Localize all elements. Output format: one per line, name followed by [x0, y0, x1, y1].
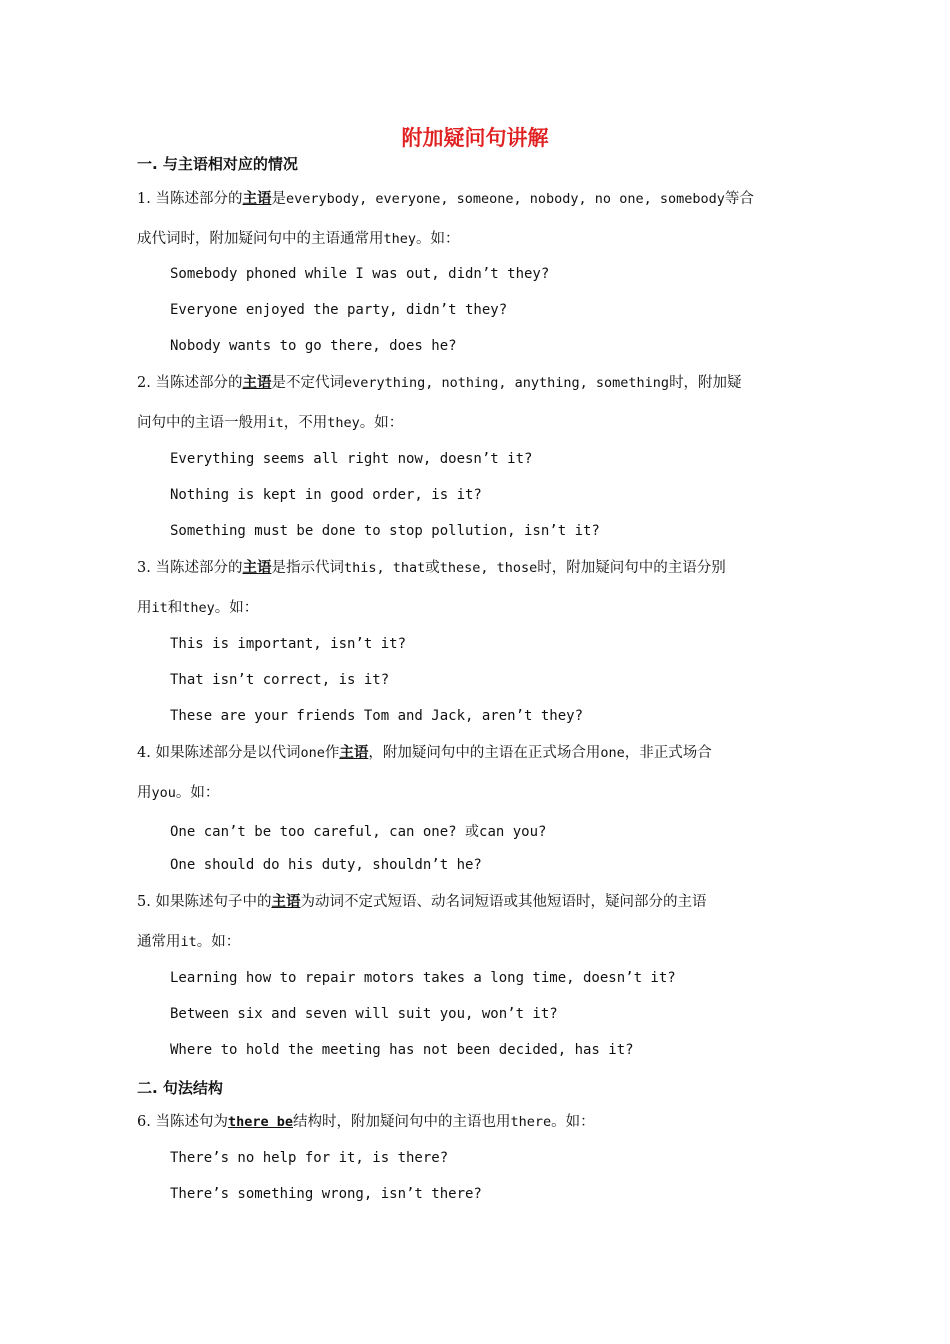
item-text: 。如：	[196, 934, 241, 950]
item-text: 时，附加疑问句中的主语分别	[537, 560, 726, 576]
item-text: they	[182, 600, 215, 616]
example-sentence: Learning how to repair motors takes a long time, doesn’t it?	[170, 970, 676, 986]
example-sentence	[170, 821, 546, 841]
example-sentence: That isn’t correct, is it?	[170, 672, 390, 688]
item-text: 作	[324, 745, 340, 761]
example-sentence: One should do his duty, shouldn’t he?	[170, 857, 482, 873]
example-sentence: Nothing is kept in good order, is it?	[170, 487, 482, 503]
keyword-subject: 主语	[242, 559, 272, 576]
item-text: 。如：	[214, 600, 259, 616]
item-text: 用	[137, 600, 152, 616]
example-sentence: There’s no help for it, is there?	[170, 1150, 449, 1166]
keyword-subject: 主语	[242, 190, 272, 207]
item-text: 。如：	[175, 785, 220, 801]
item-text: it	[180, 934, 197, 950]
keyword-subject: 主语	[271, 893, 301, 910]
paragraph-item-1	[137, 178, 817, 260]
paragraph-item-5	[137, 881, 817, 963]
item-text: 。如：	[359, 415, 404, 431]
item-text: everything, nothing, anything, something	[343, 375, 670, 391]
example-sentence: This is important, isn’t it?	[170, 636, 407, 652]
item-text: 。如：	[416, 231, 460, 247]
keyword-there-be: there be	[227, 1114, 293, 1130]
keyword-subject: 主语	[339, 744, 369, 761]
item-text: 1. 当陈述部分的	[137, 191, 243, 207]
item-text: 问句中的主语一般用	[137, 415, 268, 431]
example-sentence: Something must be done to stop pollution, isn’t it?	[170, 523, 600, 539]
paragraph-item-6	[137, 1102, 817, 1143]
item-text: there	[510, 1114, 552, 1130]
example-sentence: Somebody phoned while I was out, didn’t they?	[170, 266, 550, 282]
example-sentence: Nobody wants to go there, does he?	[170, 338, 457, 354]
item-text: they	[327, 415, 360, 431]
item-text: one	[600, 745, 625, 761]
item-text: 5. 如果陈述句子中的	[137, 894, 272, 910]
item-text: this, that	[343, 560, 426, 576]
item-text: ，非正式场合	[624, 745, 712, 761]
example-sentence: There’s something wrong, isn’t there?	[170, 1186, 482, 1202]
example-text: can you?	[479, 824, 547, 840]
example-sentence: These are your friends Tom and Jack, aren’t they?	[170, 708, 584, 724]
section-heading-1: 一. 与主语相对应的情况	[137, 155, 298, 173]
item-text: 是指示代词	[271, 560, 344, 576]
item-text: 或	[425, 560, 440, 576]
paragraph-item-4	[137, 732, 817, 814]
item-text: these, those	[439, 560, 538, 576]
item-text: 通常用	[137, 934, 181, 950]
page-title: 附加疑问句讲解	[401, 126, 549, 150]
example-sentence: Between six and seven will suit you, won’t it?	[170, 1006, 558, 1022]
item-text: it	[151, 600, 168, 616]
item-text: 6. 当陈述句为	[137, 1114, 228, 1130]
item-text: it	[267, 415, 284, 431]
item-text: one	[300, 745, 325, 761]
example-sentence: Everyone enjoyed the party, didn’t they?	[170, 302, 508, 318]
example-sentence: Where to hold the meeting has not been decided, has it?	[170, 1042, 634, 1058]
section-heading-2: 二. 句法结构	[137, 1079, 223, 1097]
keyword-subject: 主语	[242, 374, 272, 391]
item-text: ，附加疑问句中的主语在正式场合用	[368, 745, 601, 761]
item-text: 为动词不定式短语、动名词短语或其他短语时，疑问部分的主语	[300, 894, 707, 910]
example-text: 或	[465, 824, 480, 840]
item-text: 。如：	[551, 1114, 595, 1130]
item-text: 和	[167, 600, 183, 616]
example-text: One can’t be too careful, can one?	[170, 824, 457, 840]
example-sentence: Everything seems all right now, doesn’t it?	[170, 451, 533, 467]
item-text: 是不定代词	[271, 375, 344, 391]
item-text: 是	[271, 191, 286, 207]
item-text: 用	[137, 785, 152, 801]
item-text: you	[151, 785, 176, 801]
item-text: 成代词时，附加疑问句中的主语通常用	[137, 231, 384, 247]
item-text: 时，附加疑	[669, 375, 742, 391]
paragraph-item-3	[137, 547, 817, 629]
item-text: they	[383, 231, 417, 247]
item-text: everybody, everyone, someone, nobody, no one, somebody	[285, 191, 725, 207]
item-text: 等合	[724, 191, 754, 207]
item-text: ，不用	[283, 415, 328, 431]
item-text: 4. 如果陈述部分是以代词	[137, 745, 301, 761]
item-text: 2. 当陈述部分的	[137, 375, 243, 391]
item-text: 3. 当陈述部分的	[137, 560, 243, 576]
item-text: 结构时，附加疑问句中的主语也用	[292, 1114, 511, 1130]
paragraph-item-2	[137, 362, 817, 444]
